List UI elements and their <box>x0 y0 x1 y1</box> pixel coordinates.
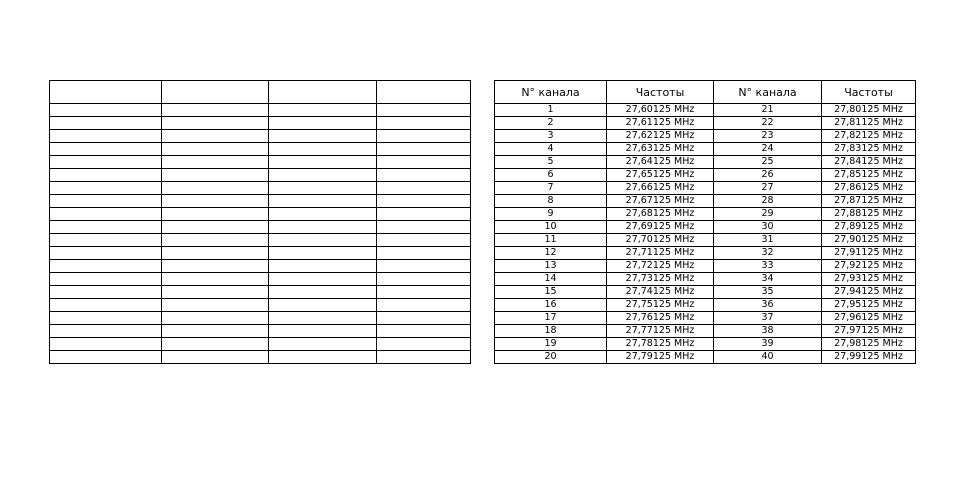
empty-cell <box>50 273 162 286</box>
frequency-cell: 27,82125 MHz <box>822 130 916 143</box>
table-row <box>495 286 916 299</box>
empty-cell <box>50 104 162 117</box>
frequency-cell: 27,67125 MHz <box>607 195 714 208</box>
empty-cell <box>162 234 269 247</box>
frequency-cell: 27,84125 MHz <box>822 156 916 169</box>
frequency-cell: 27,75125 MHz <box>607 299 714 312</box>
empty-cell <box>269 286 377 299</box>
empty-cell <box>50 182 162 195</box>
empty-cell <box>50 299 162 312</box>
frequency-cell: 27,76125 MHz <box>607 312 714 325</box>
channel-cell: 16 <box>495 299 607 312</box>
frequency-cell: 27,90125 MHz <box>822 234 916 247</box>
channel-cell: 23 <box>714 130 822 143</box>
table-row <box>495 273 916 286</box>
empty-header-cell <box>50 81 162 104</box>
empty-cell <box>377 208 471 221</box>
empty-cell <box>269 221 377 234</box>
empty-cell <box>50 286 162 299</box>
channel-cell: 30 <box>714 221 822 234</box>
empty-cell <box>162 169 269 182</box>
channel-cell: 1 <box>495 104 607 117</box>
empty-row <box>50 143 471 156</box>
frequency-cell: 27,72125 MHz <box>607 260 714 273</box>
frequency-cell: 27,69125 MHz <box>607 221 714 234</box>
empty-cell <box>377 130 471 143</box>
channel-cell: 25 <box>714 156 822 169</box>
table-row <box>495 325 916 338</box>
header-channel-1: N° канала <box>495 81 607 104</box>
empty-cell <box>269 312 377 325</box>
empty-cell <box>162 143 269 156</box>
empty-cell <box>377 273 471 286</box>
empty-cell <box>50 195 162 208</box>
frequency-cell: 27,70125 MHz <box>607 234 714 247</box>
table-row <box>495 104 916 117</box>
empty-row <box>50 247 471 260</box>
channel-cell: 8 <box>495 195 607 208</box>
channel-cell: 33 <box>714 260 822 273</box>
empty-cell <box>377 351 471 364</box>
empty-cell <box>50 117 162 130</box>
empty-cell <box>377 286 471 299</box>
empty-cell <box>377 195 471 208</box>
empty-cell <box>50 221 162 234</box>
empty-cell <box>269 117 377 130</box>
empty-cell <box>50 169 162 182</box>
empty-cell <box>269 247 377 260</box>
channel-cell: 35 <box>714 286 822 299</box>
empty-row <box>50 117 471 130</box>
empty-row <box>50 208 471 221</box>
channel-cell: 10 <box>495 221 607 234</box>
empty-cell <box>50 208 162 221</box>
empty-cell <box>377 260 471 273</box>
empty-cell <box>377 247 471 260</box>
empty-cell <box>162 156 269 169</box>
empty-cell <box>50 234 162 247</box>
frequency-cell: 27,78125 MHz <box>607 338 714 351</box>
empty-cell <box>269 260 377 273</box>
frequency-cell: 27,65125 MHz <box>607 169 714 182</box>
frequency-cell: 27,96125 MHz <box>822 312 916 325</box>
empty-cell <box>162 117 269 130</box>
empty-cell <box>50 130 162 143</box>
empty-cell <box>50 338 162 351</box>
channel-cell: 9 <box>495 208 607 221</box>
table-row <box>495 299 916 312</box>
empty-cell <box>269 325 377 338</box>
table-row <box>495 117 916 130</box>
empty-cell <box>269 338 377 351</box>
frequency-cell: 27,92125 MHz <box>822 260 916 273</box>
channel-cell: 15 <box>495 286 607 299</box>
table-row <box>495 130 916 143</box>
frequency-cell: 27,95125 MHz <box>822 299 916 312</box>
frequency-cell: 27,97125 MHz <box>822 325 916 338</box>
empty-cell <box>162 299 269 312</box>
frequency-cell: 27,71125 MHz <box>607 247 714 260</box>
frequency-cell: 27,81125 MHz <box>822 117 916 130</box>
empty-cell <box>269 182 377 195</box>
channel-cell: 34 <box>714 273 822 286</box>
empty-row <box>50 312 471 325</box>
channel-cell: 13 <box>495 260 607 273</box>
channel-cell: 12 <box>495 247 607 260</box>
frequency-cell: 27,93125 MHz <box>822 273 916 286</box>
table-row <box>495 234 916 247</box>
frequency-cell: 27,89125 MHz <box>822 221 916 234</box>
table-row <box>495 221 916 234</box>
empty-header-cell <box>162 81 269 104</box>
channel-cell: 24 <box>714 143 822 156</box>
table-row <box>495 195 916 208</box>
empty-cell <box>162 104 269 117</box>
frequency-cell: 27,62125 MHz <box>607 130 714 143</box>
table-row <box>495 351 916 364</box>
frequency-cell: 27,86125 MHz <box>822 182 916 195</box>
empty-cell <box>377 143 471 156</box>
empty-row <box>50 182 471 195</box>
frequency-cell: 27,98125 MHz <box>822 338 916 351</box>
table-row <box>495 143 916 156</box>
empty-cell <box>50 312 162 325</box>
empty-row <box>50 221 471 234</box>
empty-cell <box>50 260 162 273</box>
empty-row <box>50 195 471 208</box>
channel-cell: 31 <box>714 234 822 247</box>
empty-row <box>50 299 471 312</box>
empty-cell <box>162 351 269 364</box>
empty-cell <box>269 273 377 286</box>
empty-cell <box>377 169 471 182</box>
empty-cell <box>377 117 471 130</box>
channel-cell: 2 <box>495 117 607 130</box>
frequency-cell: 27,91125 MHz <box>822 247 916 260</box>
empty-cell <box>377 182 471 195</box>
empty-cell <box>269 195 377 208</box>
channel-cell: 17 <box>495 312 607 325</box>
empty-cell <box>269 169 377 182</box>
channel-cell: 20 <box>495 351 607 364</box>
empty-cell <box>50 325 162 338</box>
empty-cell <box>269 351 377 364</box>
table-row <box>495 208 916 221</box>
frequency-cell: 27,77125 MHz <box>607 325 714 338</box>
frequency-cell: 27,60125 MHz <box>607 104 714 117</box>
empty-cell <box>50 143 162 156</box>
channel-cell: 22 <box>714 117 822 130</box>
empty-row <box>50 338 471 351</box>
channel-cell: 40 <box>714 351 822 364</box>
empty-cell <box>377 221 471 234</box>
frequency-cell: 27,87125 MHz <box>822 195 916 208</box>
empty-cell <box>377 104 471 117</box>
channel-cell: 37 <box>714 312 822 325</box>
frequency-cell: 27,85125 MHz <box>822 169 916 182</box>
channel-cell: 19 <box>495 338 607 351</box>
frequency-cell: 27,74125 MHz <box>607 286 714 299</box>
empty-row <box>50 169 471 182</box>
empty-cell <box>162 182 269 195</box>
header-channel-2: N° канала <box>714 81 822 104</box>
channel-cell: 29 <box>714 208 822 221</box>
empty-header-cell <box>377 81 471 104</box>
frequency-cell: 27,88125 MHz <box>822 208 916 221</box>
empty-cell <box>162 273 269 286</box>
channel-cell: 18 <box>495 325 607 338</box>
empty-cell <box>162 312 269 325</box>
channel-cell: 36 <box>714 299 822 312</box>
empty-table <box>49 80 471 364</box>
table-row <box>495 169 916 182</box>
empty-cell <box>162 260 269 273</box>
header-frequency-1: Частоты <box>607 81 714 104</box>
table-row <box>495 182 916 195</box>
table-row <box>495 312 916 325</box>
empty-cell <box>162 208 269 221</box>
channel-cell: 4 <box>495 143 607 156</box>
empty-row <box>50 325 471 338</box>
empty-cell <box>162 130 269 143</box>
empty-row <box>50 286 471 299</box>
table-row <box>495 338 916 351</box>
channel-cell: 5 <box>495 156 607 169</box>
empty-cell <box>377 156 471 169</box>
empty-cell <box>377 325 471 338</box>
empty-row <box>50 156 471 169</box>
table-header-row <box>495 81 916 104</box>
frequency-cell: 27,99125 MHz <box>822 351 916 364</box>
empty-cell <box>377 312 471 325</box>
empty-cell <box>269 143 377 156</box>
frequency-cell: 27,61125 MHz <box>607 117 714 130</box>
frequency-cell: 27,64125 MHz <box>607 156 714 169</box>
table-row <box>495 260 916 273</box>
channel-cell: 32 <box>714 247 822 260</box>
frequency-cell: 27,83125 MHz <box>822 143 916 156</box>
table-row <box>495 156 916 169</box>
empty-cell <box>269 104 377 117</box>
empty-cell <box>269 130 377 143</box>
channel-cell: 39 <box>714 338 822 351</box>
empty-cell <box>162 286 269 299</box>
empty-cell <box>162 195 269 208</box>
empty-row <box>50 130 471 143</box>
channel-cell: 21 <box>714 104 822 117</box>
empty-cell <box>162 221 269 234</box>
channel-cell: 28 <box>714 195 822 208</box>
empty-row <box>50 260 471 273</box>
empty-row <box>50 234 471 247</box>
frequency-cell: 27,73125 MHz <box>607 273 714 286</box>
frequency-cell: 27,63125 MHz <box>607 143 714 156</box>
empty-cell <box>269 234 377 247</box>
empty-row <box>50 104 471 117</box>
channel-cell: 6 <box>495 169 607 182</box>
empty-cell <box>377 338 471 351</box>
empty-cell <box>269 156 377 169</box>
empty-row <box>50 351 471 364</box>
channel-cell: 38 <box>714 325 822 338</box>
channel-cell: 14 <box>495 273 607 286</box>
header-frequency-2: Частоты <box>822 81 916 104</box>
empty-cell <box>50 156 162 169</box>
empty-cell <box>377 299 471 312</box>
channel-cell: 3 <box>495 130 607 143</box>
empty-header-row <box>50 81 471 104</box>
empty-cell <box>50 247 162 260</box>
empty-row <box>50 273 471 286</box>
empty-cell <box>162 325 269 338</box>
frequency-cell: 27,68125 MHz <box>607 208 714 221</box>
empty-cell <box>269 299 377 312</box>
empty-cell <box>377 234 471 247</box>
empty-cell <box>50 351 162 364</box>
empty-cell <box>162 338 269 351</box>
empty-cell <box>269 208 377 221</box>
channel-cell: 7 <box>495 182 607 195</box>
channel-frequency-table <box>494 80 916 364</box>
channel-cell: 27 <box>714 182 822 195</box>
frequency-cell: 27,66125 MHz <box>607 182 714 195</box>
channel-cell: 26 <box>714 169 822 182</box>
frequency-cell: 27,94125 MHz <box>822 286 916 299</box>
empty-cell <box>162 247 269 260</box>
table-row <box>495 247 916 260</box>
frequency-cell: 27,80125 MHz <box>822 104 916 117</box>
frequency-cell: 27,79125 MHz <box>607 351 714 364</box>
empty-header-cell <box>269 81 377 104</box>
channel-cell: 11 <box>495 234 607 247</box>
